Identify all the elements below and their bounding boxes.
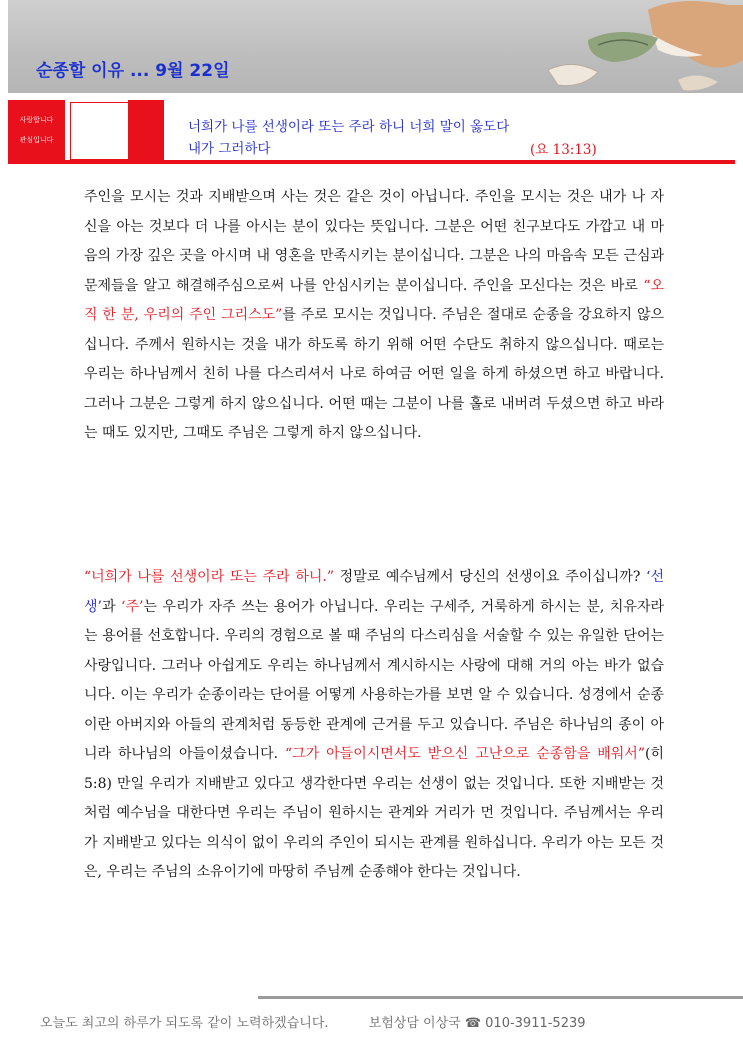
blank-box — [70, 102, 130, 160]
footer — [40, 1012, 586, 1031]
tag-line-2: 관심입니다 — [19, 136, 54, 144]
paragraph-1 — [84, 183, 664, 449]
header-banner — [8, 0, 743, 93]
paragraph-2-a: 정말로 예수님께서 당신의 선생이요 주이십니까? — [334, 569, 647, 585]
paragraph-2-word-lord: ‘주’ — [121, 598, 144, 615]
paragraph-2-b: 과 — [101, 598, 122, 615]
eggshell-money-image — [528, 0, 743, 93]
tag-line-1: 사랑합니다 — [19, 116, 54, 124]
footer-contact: 보험상담 이상국 ☎ 010-3911-5239 — [368, 1016, 586, 1031]
page-title: 순종할 이유 ... 9월 22일 — [36, 61, 230, 81]
verse-line-2: 내가 그러하다 — [188, 141, 271, 157]
footer-divider — [258, 996, 743, 999]
paragraph-2-word-teacher: ‘선생’ — [84, 569, 665, 615]
paragraph-1-b: 를 주로 모시는 것입니다. 주님은 절대로 순종을 강요하지 않으십니다. 주께서 원하시는 것을 내가 하도록 하기 위해 어떤 수단도 취하지 않으십니다. 때로는 우리는 하나님께서 친히 나를 다스리셔서 나로 하여금 어떤 일을 하게 하셨으면 하고 바랍니다. 그러나 그분은 그렇게 하지 않으십니다. 어떤 때는 그분이 나를 홀로 내버려 두셨으면 하고 바라는 때도 있지만, 그때도 주님은 그렇게 하지 않으십니다. — [84, 307, 664, 441]
tag-label — [8, 100, 65, 160]
paragraph-2-quote-2: “그가 아들이시면서도 받으신 고난으로 순종함을 배워서” — [285, 746, 645, 762]
paragraph-2 — [84, 563, 664, 888]
footer-motto: 오늘도 최고의 하루가 되도록 같이 노력하겠습니다. — [40, 1016, 329, 1031]
paragraph-2-d: (히 5:8) 만일 우리가 지배받고 있다고 생각한다면 우리는 선생이 없는 것입니다. 또한 지배받는 것처럼 예수님을 대한다면 우리는 주님이 원하시는 관계와 거리가 먼 것입니다. 주님께서는 우리가 지배받고 있다는 의식이 없이 우리의 주인이 되시는 관계를 원하십니다. 우리가 아는 모든 것은, 우리는 주님의 소유이기에 마땅히 주님께 순종해야 한다는 것입니다. — [84, 746, 664, 880]
paragraph-1-highlight: “오직 한 분, 우리의 주인 그리스도” — [84, 277, 664, 323]
verse-reference: (요 13:13) — [530, 142, 597, 158]
red-block — [128, 100, 164, 160]
red-underline — [8, 160, 735, 164]
paragraph-1-a: 주인을 모시는 것과 지배받으며 사는 것은 같은 것이 아닙니다. 주인을 모시는 것은 내가 나 자신을 아는 것보다 더 나를 아시는 분이 있다는 뜻입니다. 그분은 어떤 친구보다도 가깝고 내 마음의 가장 깊은 곳을 아시며 내 영혼을 만족시키는 분이십니다. 그분은 나의 마음속 모든 근심과 문제들을 알고 해결해주심으로써 나를 안심시키는 분이십니다. 주인을 모신다는 것은 바로 — [84, 189, 664, 294]
paragraph-2-quote-1: “너희가 나를 선생이라 또는 주라 하니.” — [84, 569, 334, 585]
paragraph-2-c: 는 우리가 자주 쓰는 용어가 아닙니다. 우리는 구세주, 거룩하게 하시는 분, 치유자라는 용어를 선호합니다. 우리의 경험으로 볼 때 주님의 다스리심을 서술할 수 있는 유일한 단어는 사랑입니다. 그러나 아쉽게도 우리는 하나님께서 계시하시는 사랑에 대해 거의 아는 바가 없습니다. 이는 우리가 순종이라는 단어를 어떻게 사용하는가를 보면 알 수 있습니다. 성경에서 순종이란 아버지와 아들의 관계처럼 동등한 관계에 근거를 두고 있습니다. 주님은 하나님의 종이 아니라 하나님의 아들이셨습니다. — [84, 598, 664, 762]
verse-line-1: 너희가 나를 선생이라 또는 주라 하니 너희 말이 옳도다 — [188, 119, 510, 135]
